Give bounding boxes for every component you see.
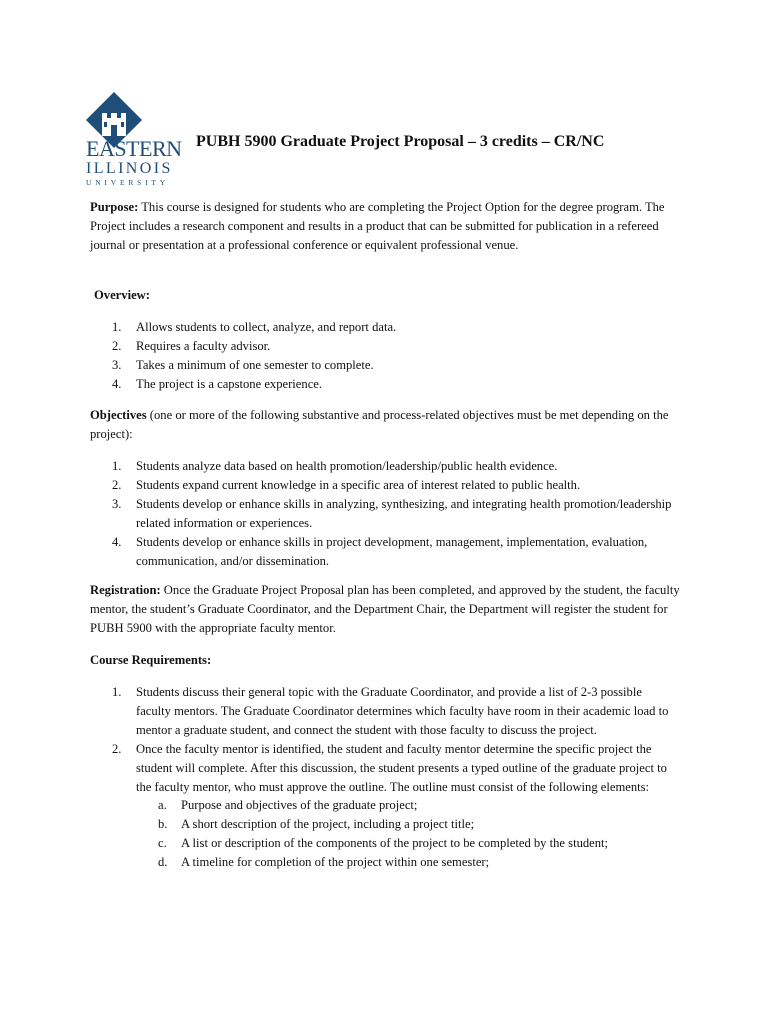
sublist-letter: d.: [158, 855, 168, 870]
list-item: [90, 356, 680, 375]
list-number: 2.: [112, 338, 122, 353]
sublist-letter: b.: [158, 817, 168, 832]
purpose-text: This course is designed for students who are completing the Project Option for the degree program. The Project includes a research component and results in a product that can be submitted for publication in a refereed journal or presentation at a professional conference or equivalent professional venue.: [90, 200, 665, 252]
list-number: 1.: [112, 685, 122, 699]
purpose-label: Purpose:: [90, 200, 139, 214]
purpose-section: [90, 198, 680, 255]
sublist-letter: c.: [158, 836, 167, 851]
list-item-text: Once the faculty mentor is identified, the student and faculty mentor determine the specific project the student will complete. After this discussion, the student presents a typed outline of the graduate project to the faculty mentor, who must approve the outline. The outline must consist of the following elements:: [136, 741, 667, 794]
list-item-text: Students analyze data based on health promotion/leadership/public health evidence.: [136, 459, 558, 473]
list-item-text: Students expand current knowledge in a specific area of interest related to public health.: [136, 477, 581, 492]
logo-line-eastern: EASTERN: [86, 136, 182, 161]
page-title: PUBH 5900 Graduate Project Proposal – 3 credits – CR/NC: [196, 133, 605, 150]
list-item: [90, 740, 680, 797]
objectives-text: (one or more of the following substantive and process-related objectives must be met depending on the project):: [90, 408, 669, 441]
list-item-text: Allows students to collect, analyze, and report data.: [136, 320, 397, 334]
registration-text: Once the Graduate Project Proposal plan has been completed, and approved by the student, the faculty mentor, the student’s Graduate Coordinator, and the Department Chair, the Department will register the student for PUBH 5900 with the appropriate faculty mentor.: [90, 583, 680, 635]
registration-section: [90, 581, 680, 638]
objectives-paragraph: [90, 406, 680, 444]
overview-section: [90, 286, 680, 305]
list-item: [90, 457, 680, 476]
list-number: 1.: [112, 320, 122, 334]
sublist-item-text: A list or description of the components of the project to be completed by the student;: [181, 836, 609, 851]
list-number: 4.: [112, 376, 122, 391]
list-item-text: Students develop or enhance skills in analyzing, synthesizing, and integrating health promotion/leadership related information or experiences.: [136, 496, 672, 530]
sublist-letter: a.: [158, 798, 167, 813]
registration-paragraph: [90, 581, 680, 638]
objectives-label: Objectives: [90, 408, 147, 422]
purpose-paragraph: [90, 198, 680, 255]
requirements-list: [90, 683, 680, 872]
requirements-sublist: [90, 796, 680, 872]
list-item: [90, 318, 680, 337]
logo-line-university: UNIVERSITY: [86, 178, 169, 187]
list-item-text: Requires a faculty advisor.: [136, 338, 271, 353]
list-number: 1.: [112, 459, 122, 473]
sublist-item: [90, 853, 680, 872]
list-number: 2.: [112, 741, 122, 756]
list-item: [90, 375, 680, 394]
registration-label: Registration:: [90, 583, 161, 597]
objectives-list: [90, 457, 680, 570]
list-item: [90, 495, 680, 533]
list-number: 3.: [112, 357, 122, 372]
list-item: [90, 337, 680, 356]
requirements-heading: [90, 651, 680, 670]
logo-wordmark: [86, 138, 186, 187]
list-number: 4.: [112, 534, 122, 549]
list-number: 3.: [112, 496, 122, 511]
sublist-item-text: A timeline for completion of the project within one semester;: [181, 855, 490, 870]
list-item: [90, 683, 680, 740]
requirements-heading-text: Course Requirements:: [90, 653, 212, 667]
sublist-item: [90, 796, 680, 815]
list-item-text: Takes a minimum of one semester to complete.: [136, 357, 374, 372]
list-item: [90, 533, 680, 571]
list-item: [90, 476, 680, 495]
objectives-section: [90, 406, 680, 444]
sublist-item: [90, 834, 680, 853]
requirements-section: [90, 651, 680, 670]
overview-heading-text: Overview:: [94, 288, 150, 302]
overview-list: [90, 318, 680, 394]
list-item-text: Students develop or enhance skills in project development, management, implementation, evaluation, communication, and/or dissemination.: [136, 534, 648, 568]
overview-heading: [90, 286, 680, 305]
sublist-item-text: A short description of the project, including a project title;: [181, 817, 475, 832]
sublist-item: [90, 815, 680, 834]
logo-line-illinois: ILLINOIS: [86, 160, 173, 177]
list-item-text: The project is a capstone experience.: [136, 376, 323, 391]
sublist-item-text: Purpose and objectives of the graduate project;: [181, 798, 418, 813]
list-number: 2.: [112, 477, 122, 492]
list-item-text: Students discuss their general topic with the Graduate Coordinator, and provide a list of 2-3 possible faculty mentors. The Graduate Coordinator determines which faculty have room in their academic load to mentor a graduate student, and connect the student with those faculty to discuss the project.: [136, 685, 669, 737]
